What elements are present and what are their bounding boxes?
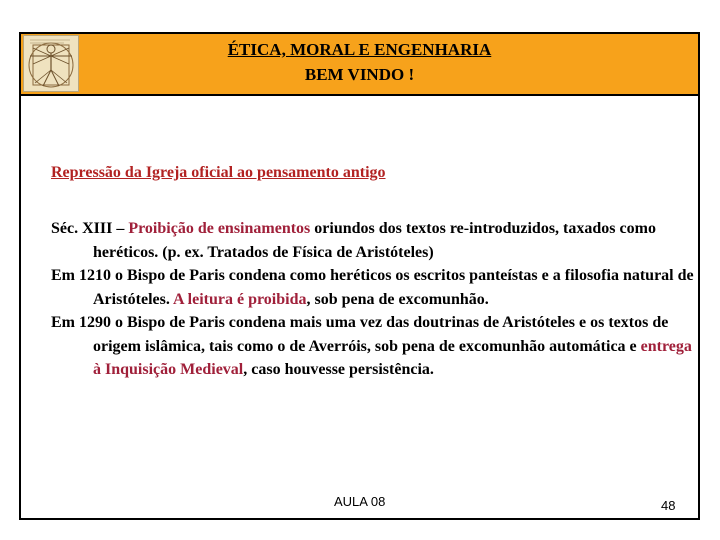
paragraph-2-text-b: , sob pena de excomunhão.: [306, 290, 489, 308]
paragraph-1-text-a: Séc. XIII –: [51, 220, 129, 237]
slide-title: [21, 39, 698, 86]
body-text: [51, 217, 695, 382]
content-area: [21, 96, 698, 518]
paragraph-1-text-b: oriundos dos textos re-introduzidos, taxados como heréticos. (p. ex. Tratados de Física de Aristóteles): [93, 220, 656, 261]
section-heading: Repressão da Igreja oficial ao pensamento antigo: [51, 164, 386, 181]
paragraph-2-highlight: A leitura é proibida: [172, 290, 307, 308]
paragraph-3-text-a: Em 1290 o Bispo de Paris condena mais uma vez das doutrinas de Aristóteles e os textos de origem islâmica, tais como o de Averróis, sob pena de excomunhão automática e: [51, 314, 669, 355]
title-line-1: ÉTICA, MORAL E ENGENHARIA: [227, 40, 492, 59]
paragraph-2-text-a: Em 1210 o Bispo de Paris condena como heréticos os escritos panteístas e a filosofia natural de Aristóteles.: [51, 267, 694, 308]
paragraph-3-text-b: , caso houvesse persistência.: [243, 361, 434, 378]
paragraph-1: [51, 217, 695, 264]
page-number: 48: [661, 498, 676, 513]
paragraph-1-highlight: Proibição de ensinamentos: [128, 220, 311, 237]
slide-frame: [19, 32, 700, 520]
paragraph-3-highlight: entrega à Inquisição Medieval: [93, 337, 692, 378]
header-bar: [21, 34, 698, 96]
paragraph-2: [51, 264, 695, 311]
title-line-2: BEM VINDO !: [304, 65, 415, 84]
paragraph-3: [51, 311, 695, 382]
footer-label: AULA 08: [334, 494, 386, 509]
